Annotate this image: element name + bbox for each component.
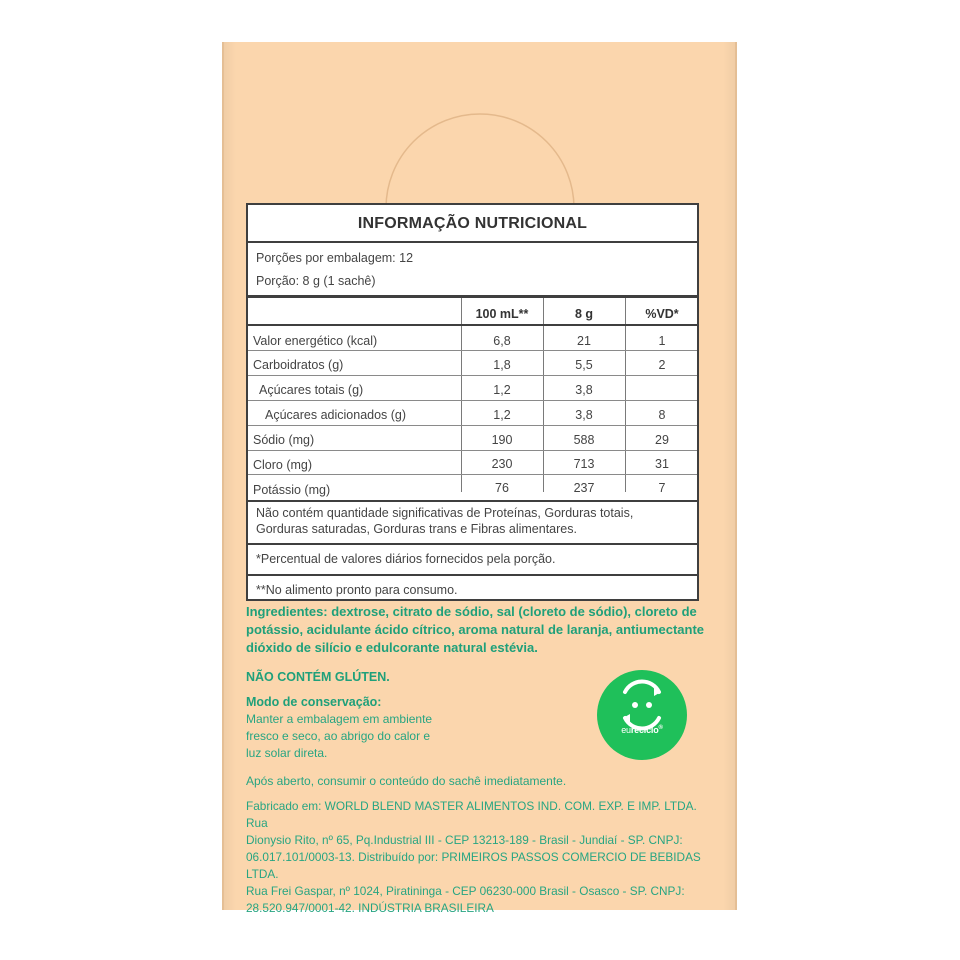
row-sodium-vd: 29 xyxy=(655,433,669,447)
manufacturer-line: Rua Frei Gaspar, nº 1024, Piratininga - CEP 06230-000 Brasil - Osasco - SP. CNPJ: xyxy=(246,884,685,898)
row-energy-100ml: 6,8 xyxy=(493,334,511,348)
row-divider xyxy=(248,400,697,401)
title-divider xyxy=(248,241,697,243)
eureciclo-logo xyxy=(597,670,687,760)
gluten-free-statement: NÃO CONTÉM GLÚTEN. xyxy=(246,670,390,684)
storage-instructions xyxy=(246,711,461,762)
row-divider xyxy=(248,375,697,376)
ingredients-line: Ingredientes: dextrose, citrato de sódio, sal (cloreto de sódio), cloreto de xyxy=(246,604,697,619)
row-potassium-8g: 237 xyxy=(573,481,595,495)
nutrition-facts-panel xyxy=(246,203,699,601)
row-label-sodium: Sódio (mg) xyxy=(253,433,315,447)
manufacturer-info xyxy=(246,798,716,917)
ready-to-drink-note: **No alimento pronto para consumo. xyxy=(256,583,458,597)
row-total-sugars-100ml: 1,2 xyxy=(493,383,511,397)
ingredients-line: potássio, acidulante ácido cítrico, aroma natural de laranja, antiumectante xyxy=(246,622,705,637)
column-header-vd: %VD* xyxy=(645,307,679,321)
row-energy-vd: 1 xyxy=(658,334,666,348)
row-added-sugars-100ml: 1,2 xyxy=(493,408,511,422)
row-carbs-vd: 2 xyxy=(658,358,666,372)
row-added-sugars-8g: 3,8 xyxy=(575,408,593,422)
after-opening-note: Após aberto, consumir o conteúdo do sachê imediatamente. xyxy=(246,774,567,788)
note-divider xyxy=(248,574,697,576)
header-divider xyxy=(248,324,697,326)
serving-divider xyxy=(248,295,697,298)
manufacturer-line: Fabricado em: WORLD BLEND MASTER ALIMENTOS IND. COM. EXP. E IMP. LTDA. Rua xyxy=(246,799,697,830)
row-chlorine-vd: 31 xyxy=(655,457,669,471)
row-label-added-sugars: Açúcares adicionados (g) xyxy=(265,408,407,422)
row-chlorine-100ml: 230 xyxy=(491,457,513,471)
table-bottom-divider xyxy=(248,500,697,502)
row-divider xyxy=(248,425,697,426)
box-flap-arc xyxy=(378,80,582,210)
logo-registered-mark: ® xyxy=(658,725,663,731)
box-left-shade xyxy=(222,42,236,910)
column-header-100ml: 100 mL** xyxy=(475,307,529,321)
ingredients-line: dióxido de silício e edulcorante natural estévia. xyxy=(246,640,538,655)
row-chlorine-8g: 713 xyxy=(573,457,595,471)
row-divider xyxy=(248,350,697,351)
storage-line: Manter a embalagem em ambiente xyxy=(246,712,433,726)
row-carbs-8g: 5,5 xyxy=(575,358,593,372)
row-potassium-vd: 7 xyxy=(658,481,666,495)
ingredients-text xyxy=(246,603,716,657)
not-significant-note-line1: Não contém quantidade significativas de Proteínas, Gorduras totais, xyxy=(256,506,634,520)
row-divider xyxy=(248,474,697,475)
manufacturer-line: Dionysio Rito, nº 65, Pq.Industrial III - CEP 13213-189 - Brasil - Jundiaí - SP. CNPJ: xyxy=(246,833,683,847)
row-added-sugars-vd: 8 xyxy=(658,408,666,422)
nutrition-title: INFORMAÇÃO NUTRICIONAL xyxy=(357,215,588,232)
manufacturer-line: 06.017.101/0003-13. Distribuído por: PRIMEIROS PASSOS COMERCIO DE BEBIDAS LTDA. xyxy=(246,850,701,881)
row-sodium-8g: 588 xyxy=(573,433,595,447)
row-label-potassium: Potássio (mg) xyxy=(253,483,331,497)
row-label-total-sugars: Açúcares totais (g) xyxy=(259,383,364,397)
serving-size: Porção: 8 g (1 sachê) xyxy=(256,274,376,288)
box-right-shade xyxy=(723,42,737,910)
row-label-chlorine: Cloro (mg) xyxy=(253,458,313,472)
daily-value-note: *Percentual de valores diários fornecidos pela porção. xyxy=(256,552,556,566)
servings-per-package: Porções por embalagem: 12 xyxy=(256,251,414,265)
manufacturer-line: 28.520.947/0001-42. INDÚSTRIA BRASILEIRA xyxy=(246,901,494,915)
logo-prefix: eu xyxy=(621,725,631,735)
column-header-8g: 8 g xyxy=(574,307,594,321)
row-energy-8g: 21 xyxy=(577,334,591,348)
row-label-energy: Valor energético (kcal) xyxy=(253,334,378,348)
note-divider xyxy=(248,543,697,545)
storage-line: fresco e seco, ao abrigo do calor e xyxy=(246,729,431,743)
row-total-sugars-8g: 3,8 xyxy=(575,383,593,397)
eureciclo-wordmark xyxy=(611,725,673,735)
row-potassium-100ml: 76 xyxy=(495,481,509,495)
row-sodium-100ml: 190 xyxy=(491,433,513,447)
recycle-face-icon xyxy=(597,670,687,760)
not-significant-note-line2: Gorduras saturadas, Gorduras trans e Fibras alimentares. xyxy=(256,522,577,536)
row-carbs-100ml: 1,8 xyxy=(493,358,511,372)
logo-word: reciclo xyxy=(630,725,659,735)
row-label-carbs: Carboidratos (g) xyxy=(253,358,344,372)
row-divider xyxy=(248,450,697,451)
storage-line: luz solar direta. xyxy=(246,746,328,760)
storage-title: Modo de conservação: xyxy=(246,695,382,709)
